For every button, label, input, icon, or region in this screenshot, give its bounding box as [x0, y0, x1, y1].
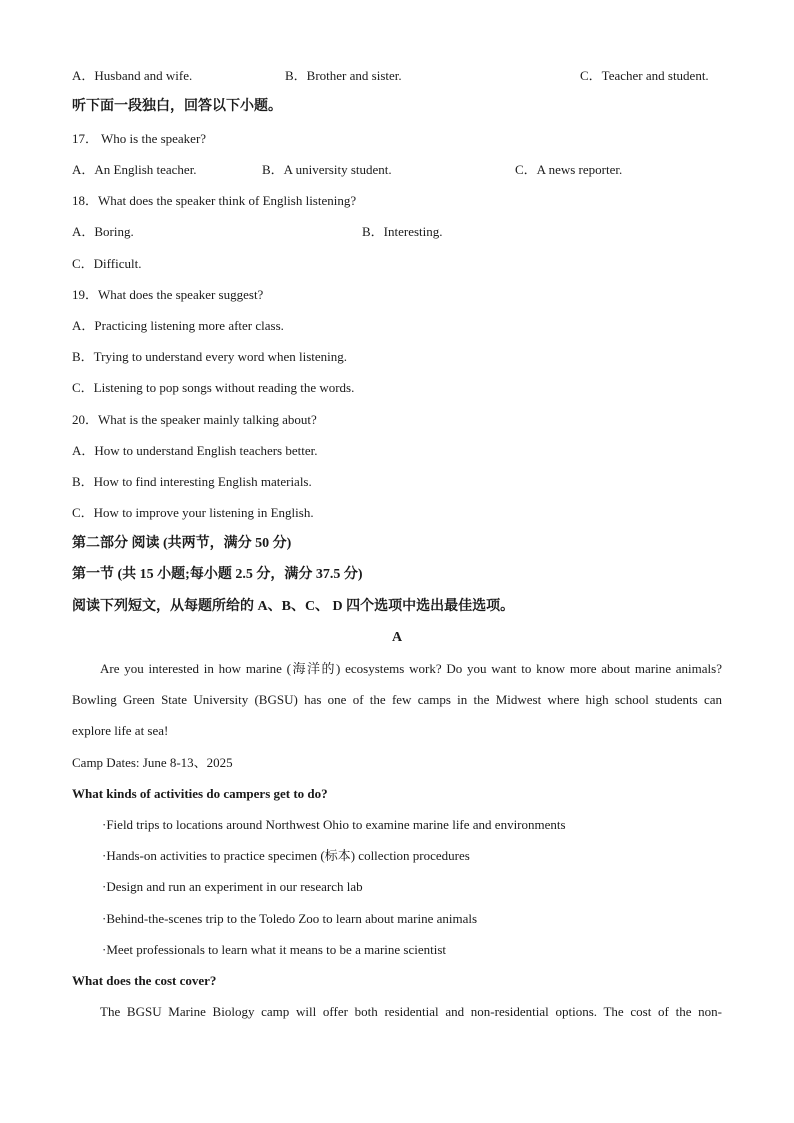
- q17-options: [0, 162, 794, 178]
- q17-question: 17． Who is the speaker?: [72, 131, 207, 146]
- q20-option-b: B．How to find interesting English materials.: [72, 474, 312, 489]
- q19-question: 19．What does the speaker suggest?: [72, 287, 264, 302]
- cost-paragraph-line: The BGSU Marine Biology camp will offer both residential and non-residential options. The cost of the non-: [100, 1004, 722, 1019]
- q20-question: 20．What is the speaker mainly talking about?: [72, 412, 317, 427]
- q16-options: [0, 68, 794, 84]
- part-two-heading: 第二部分 阅读 (共两节，满分 50 分): [72, 536, 292, 551]
- passage-label: A: [391, 630, 403, 645]
- q19-option-a: A．Practicing listening more after class.: [72, 318, 284, 333]
- q18-option-b: B．Interesting.: [362, 224, 443, 239]
- q16-option-c: C．Teacher and student.: [580, 68, 709, 83]
- q20-option-c: C．How to improve your listening in English.: [72, 505, 314, 520]
- section-one-heading: 第一节 (共 15 小题;每小题 2.5 分，满分 37.5 分): [72, 567, 363, 582]
- q17-option-b: B．A university student.: [262, 162, 392, 177]
- q18-option-a: A．Boring.: [72, 224, 134, 239]
- passage-intro-line-3: explore life at sea!: [72, 723, 169, 738]
- q19-option-c: C．Listening to pop songs without reading the words.: [72, 380, 355, 395]
- activity-item: ·Behind-the-scenes trip to the Toledo Zoo to learn about marine animals: [102, 911, 478, 926]
- reading-instruction: 阅读下列短文，从每题所给的 A、B、C、 D 四个选项中选出最佳选项。: [72, 599, 515, 614]
- q20-option-a: A．How to understand English teachers better.: [72, 443, 318, 458]
- cost-heading: What does the cost cover?: [72, 973, 217, 988]
- activity-item: ·Design and run an experiment in our research lab: [102, 879, 363, 894]
- q18-options-row1: [0, 224, 794, 240]
- q17-option-c: C．A news reporter.: [515, 162, 623, 177]
- activity-item: ·Meet professionals to learn what it means to be a marine scientist: [102, 942, 447, 957]
- activity-item: ·Hands-on activities to practice specimen (标本) collection procedures: [102, 848, 470, 863]
- q16-option-b: B．Brother and sister.: [285, 68, 402, 83]
- activity-item: ·Field trips to locations around Northwest Ohio to examine marine life and environments: [102, 817, 566, 832]
- q18-question: 18．What does the speaker think of English listening?: [72, 193, 357, 208]
- q17-option-a: A．An English teacher.: [72, 162, 197, 177]
- camp-dates: Camp Dates: June 8-13、2025: [72, 755, 233, 770]
- passage-intro-line-2: Bowling Green State University (BGSU) has one of the few camps in the Midwest where high school students can: [72, 692, 722, 707]
- passage-intro-line-1: Are you interested in how marine (海洋的) ecosystems work? Do you want to know more about marine animals?: [100, 661, 722, 676]
- monologue-instruction: 听下面一段独白，回答以下小题。: [72, 99, 282, 114]
- q19-option-b: B．Trying to understand every word when listening.: [72, 349, 348, 364]
- activities-heading: What kinds of activities do campers get to do?: [72, 786, 328, 801]
- q18-option-c: C．Difficult.: [72, 256, 142, 271]
- q16-option-a: A．Husband and wife.: [72, 68, 193, 83]
